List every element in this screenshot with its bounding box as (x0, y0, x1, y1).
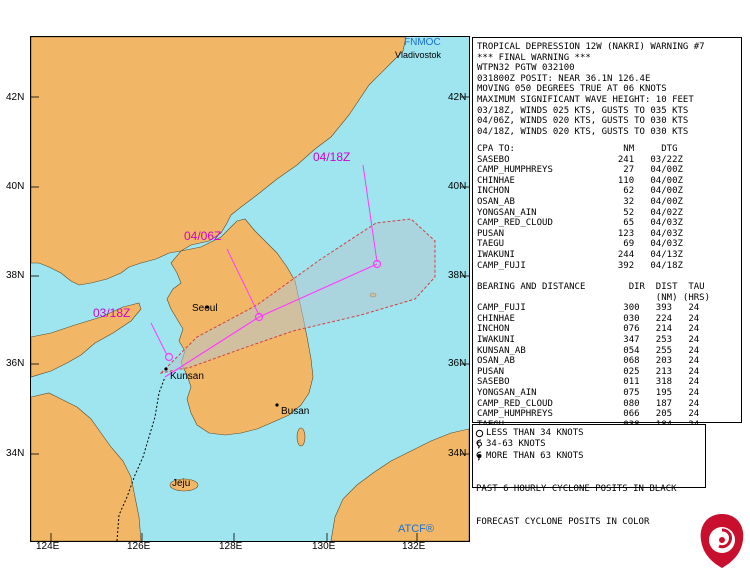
bd-row-line: CHINHAE 030 224 24 (477, 313, 700, 324)
bd-row-line: CAMP_RED_CLOUD 080 187 24 (477, 398, 700, 409)
warning-header (477, 42, 705, 137)
open-circle-icon (475, 429, 484, 438)
warning-header-line: TROPICAL DEPRESSION 12W (NAKRI) WARNING #7 (477, 42, 705, 52)
city-seoul: Seoul (192, 303, 218, 314)
warning-header-line: 04/06Z, WINDS 020 KTS, GUSTS TO 030 KTS (477, 116, 689, 127)
legend-item-more-63: MORE THAN 63 KNOTS (475, 451, 584, 462)
city-busan: Busan (281, 406, 310, 417)
bd-row-line: KUNSAN_AB 054 255 24 (477, 345, 700, 356)
bd-row-line: CAMP_HUMPHREYS 066 205 24 (477, 409, 700, 420)
city-jeju: Jeju (172, 478, 191, 489)
map-area (30, 36, 470, 542)
lat-right-36n: 36N (448, 358, 467, 369)
warning-header-line: MAXIMUM SIGNIFICANT WAVE HEIGHT: 10 FEET (477, 94, 694, 105)
warning-header-line: WTPN32 PGTW 032100 (477, 63, 575, 74)
land-tsushima (297, 428, 305, 446)
tropical-storm-icon (475, 439, 484, 449)
lat-label-40n: 40N (6, 181, 25, 192)
map-graphic (31, 37, 469, 541)
warning-header-line: 031800Z POSIT: NEAR 36.1N 126.4E (477, 73, 651, 84)
label-04-18z: 04/18Z (313, 150, 351, 164)
bd-row-line: CAMP_FUJI 300 393 24 (477, 303, 700, 314)
lat-right-34n: 34N (448, 448, 467, 459)
atcf-credit: ATCF® (398, 523, 435, 535)
typhoon-icon (475, 451, 484, 461)
label-04-06z: 04/06Z (184, 229, 222, 243)
legend-item-34-63: 34-63 KNOTS (475, 439, 546, 450)
cpa-row-line: INCHON 62 04/00Z (477, 186, 683, 197)
jtwc-logo (697, 512, 747, 570)
label-03-18z: 03/18Z (93, 306, 131, 320)
legend-notes (476, 462, 676, 538)
land-china-east (31, 393, 141, 541)
lon-label-124e: 124E (36, 541, 60, 552)
bd-header: BEARING AND DISTANCE DIR DIST TAU (477, 282, 705, 292)
cpa-row-line: PUSAN 123 04/03Z (477, 228, 683, 239)
lon-label-130e: 130E (312, 541, 336, 552)
bd-row-line: SASEBO 011 318 24 (477, 377, 700, 388)
city-vladivostok: Vladivostok (395, 50, 442, 60)
lon-label-132e: 132E (402, 541, 426, 552)
warning-header-line: 04/18Z, WINDS 020 KTS, GUSTS TO 030 KTS (477, 126, 689, 137)
cpa-row-line: CAMP_HUMPHREYS 27 04/00Z (477, 165, 683, 176)
city-kunsan: Kunsan (170, 371, 204, 382)
cpa-row-line: IWAKUNI 244 04/13Z (477, 249, 683, 260)
legend-note-forecast: FORECAST CYCLONE POSITS IN COLOR (476, 516, 650, 527)
warning-info-panel (472, 37, 742, 423)
cpa-header: CPA TO: NM DTG (477, 144, 678, 154)
lat-label-34n: 34N (6, 448, 25, 459)
bd-row-line: OSAN_AB 068 203 24 (477, 356, 700, 367)
legend-note-past: PAST 6 HOURLY CYCLONE POSITS IN BLACK (476, 484, 677, 494)
bd-row-line: YONGSAN_AIN 075 195 24 (477, 387, 700, 398)
cpa-row-line: OSAN_AB 32 04/00Z (477, 196, 683, 207)
cpa-row-line: CHINHAE 110 04/00Z (477, 175, 683, 186)
lat-right-38n: 38N (448, 270, 467, 281)
bd-row-line: PUSAN 025 213 24 (477, 366, 700, 377)
lat-label-38n: 38N (6, 270, 25, 281)
legend-item-less-34: LESS THAN 34 KNOTS (475, 428, 584, 439)
warning-header-line: MOVING 050 DEGREES TRUE AT 06 KNOTS (477, 84, 667, 95)
bd-row-line: IWAKUNI 347 253 24 (477, 334, 700, 345)
warning-header-line: 03/18Z, WINDS 025 KTS, GUSTS TO 035 KTS (477, 105, 689, 116)
cpa-row-line: YONGSAN_AIN 52 04/02Z (477, 207, 683, 218)
lon-label-128e: 128E (219, 541, 243, 552)
bd-row-line: INCHON 076 214 24 (477, 324, 700, 335)
fnmoc-credit: FNMOC (404, 37, 441, 48)
lat-label-42n: 42N (6, 92, 25, 103)
warning-header-line: *** FINAL WARNING *** (477, 52, 591, 63)
cpa-row-line: CAMP_RED_CLOUD 65 04/03Z (477, 218, 683, 229)
cpa-table (477, 144, 683, 271)
bearing-distance-table (477, 282, 710, 430)
lon-label-126e: 126E (127, 541, 151, 552)
cpa-row-line: CAMP_FUJI 392 04/18Z (477, 260, 683, 271)
cpa-row-line: TAEGU 69 04/03Z (477, 239, 683, 250)
cpa-row-line: SASEBO 241 03/22Z (477, 154, 683, 165)
lat-right-40n: 40N (448, 181, 467, 192)
lat-label-36n: 36N (6, 358, 25, 369)
lat-right-42n: 42N (448, 92, 467, 103)
bd-subheader: (NM) (HRS) (477, 292, 710, 303)
